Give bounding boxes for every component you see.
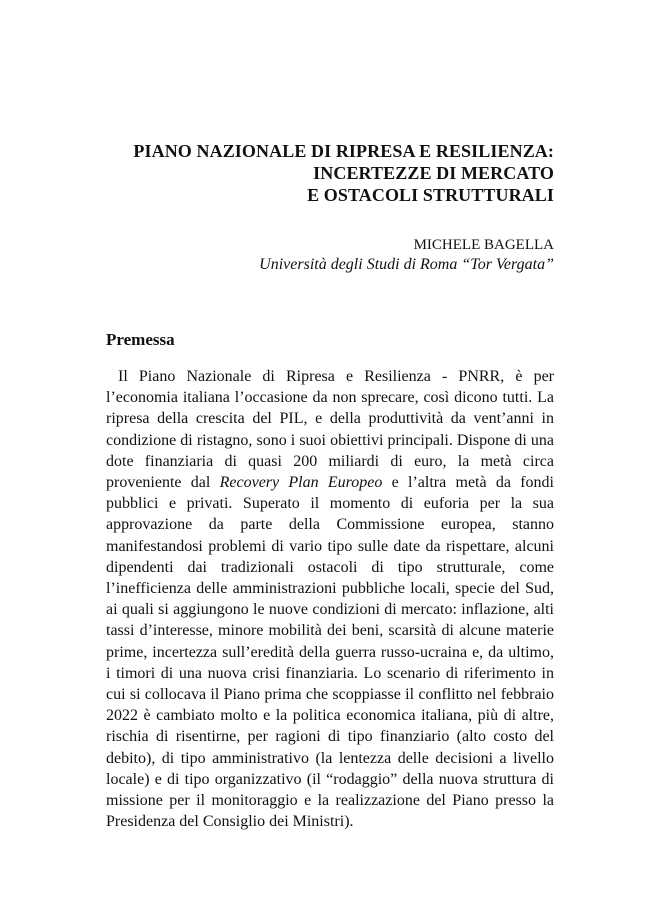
- article-title: [133, 140, 554, 206]
- paragraph-italic-term: Recovery Plan Europeo: [219, 474, 383, 492]
- section-heading: Premessa: [106, 330, 175, 349]
- body-paragraph: [106, 366, 554, 832]
- title-line-1: PIANO NAZIONALE DI RIPRESA E RESILIENZA:: [133, 141, 554, 161]
- title-line-3: E OSTACOLI STRUTTURALI: [307, 185, 554, 205]
- paragraph-text-part-1: Il Piano Nazionale di Ripresa e Resilienza - PNRR, è per l’economia italiana l’occasione da non sprecare, così dicono tutti. La ripresa della crescita del PIL, e della produttività da vent’anni in condizione di ristagno, sono i suoi obiettivi principali. Dispone di una dote finanziaria di quasi 200 miliardi di euro, la metà circa proveniente dal: [106, 368, 554, 492]
- author-affiliation: Università degli Studi di Roma “Tor Vergata”: [259, 256, 554, 273]
- title-line-2: INCERTEZZE DI MERCATO: [313, 163, 554, 183]
- author-block: [259, 236, 554, 275]
- author-name: MICHELE BAGELLA: [413, 237, 554, 253]
- paragraph-text-part-2: e l’altra metà da fondi pubblici e privati. Superato il momento di euforia per la sua approvazione da parte della Commissione europea, stanno manifestandosi problemi di vario tipo sulle date da rispettare, alcuni dipendenti dai tradizionali ostacoli di tipo strutturale, come l’inefficienza delle amministrazioni pubbliche locali, specie del Sud, ai quali si aggiungono le nuove condizioni di mercato: inflazione, alti tassi d’interesse, minore mobilità dei beni, scarsità di alcune materie prime, incertezza sull’eredità della guerra russo-ucraina e, da ultimo, i timori di una nuova crisi finanziaria. Lo scenario di riferimento in cui si collocava il Piano prima che scoppiasse il conflitto nel febbraio 2022 è cambiato molto e la politica economica italiana, più di altre, rischia di risentirne, per ragioni di tipo finanziario (alto costo del debito), di tipo amministrativo (la lentezza delle decisioni a livello locale) e di tipo organizzativo (il “rodaggio” della nuova struttura di missione per il monitoraggio e la realizzazione del Piano presso la Presidenza del Consiglio dei Ministri).: [106, 474, 555, 831]
